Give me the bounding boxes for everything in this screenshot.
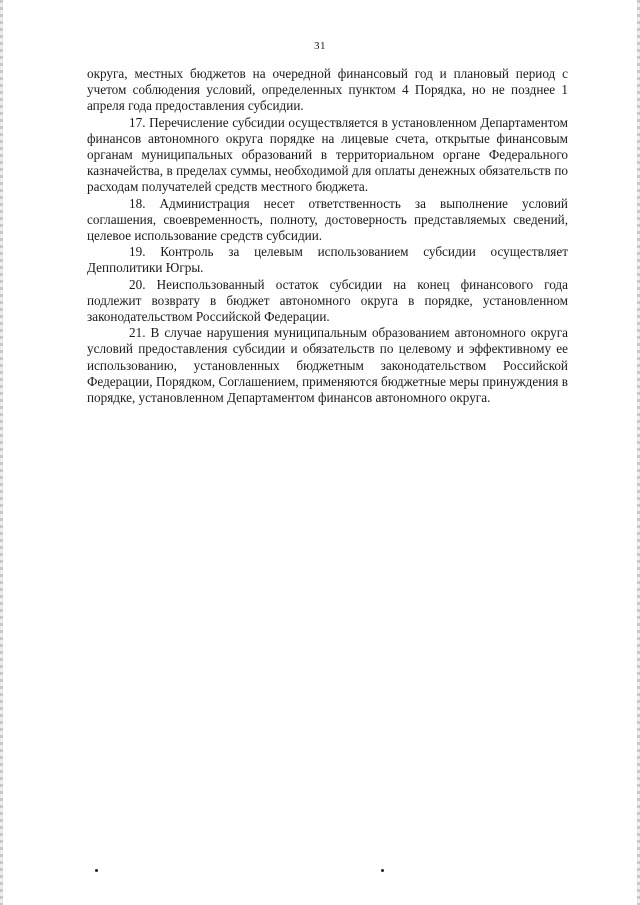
page-number: 31	[314, 40, 326, 52]
document-body	[87, 66, 568, 406]
paragraph-continuation: округа, местных бюджетов на очередной финансовый год и плановый период с учетом соблюдения условий, определенных пунктом 4 Порядка, но не позднее 1 апреля года предоставления субсидии.	[87, 66, 568, 114]
paragraph-17: 17. Перечисление субсидии осуществляется в установленном Департаментом финансов автономного округа порядке на лицевые счета, открытые финансовым органам муниципальных образований в территориальном органе Федерального казначейства, в пределах суммы, необходимой для оплаты денежных обязательств по расходам получателей средств местного бюджета.	[87, 114, 568, 195]
paragraph-21: 21. В случае нарушения муниципальным образованием автономного округа условий предоставления субсидии и обязательств по целевому и эффективному ее использованию, установленных бюджетным законодательством Российской Федерации, Порядком, Соглашением, применяются бюджетные меры принуждения в порядке, установленном Департаментом финансов автономного округа.	[87, 325, 568, 406]
scan-edge-left	[0, 0, 3, 905]
scan-speck-left	[95, 869, 98, 872]
paragraph-20: 20. Неиспользованный остаток субсидии на конец финансового года подлежит возврату в бюджет автономного округа в порядке, установленном законодательством Российской Федерации.	[87, 276, 568, 325]
scan-speck-right	[381, 869, 384, 872]
paragraph-19: 19. Контроль за целевым использованием субсидии осуществляет Депполитики Югры.	[87, 244, 568, 276]
paragraph-18: 18. Администрация несет ответственность за выполнение условий соглашения, своевременность, полноту, достоверность представляемых сведений, целевое использование средств субсидии.	[87, 195, 568, 244]
